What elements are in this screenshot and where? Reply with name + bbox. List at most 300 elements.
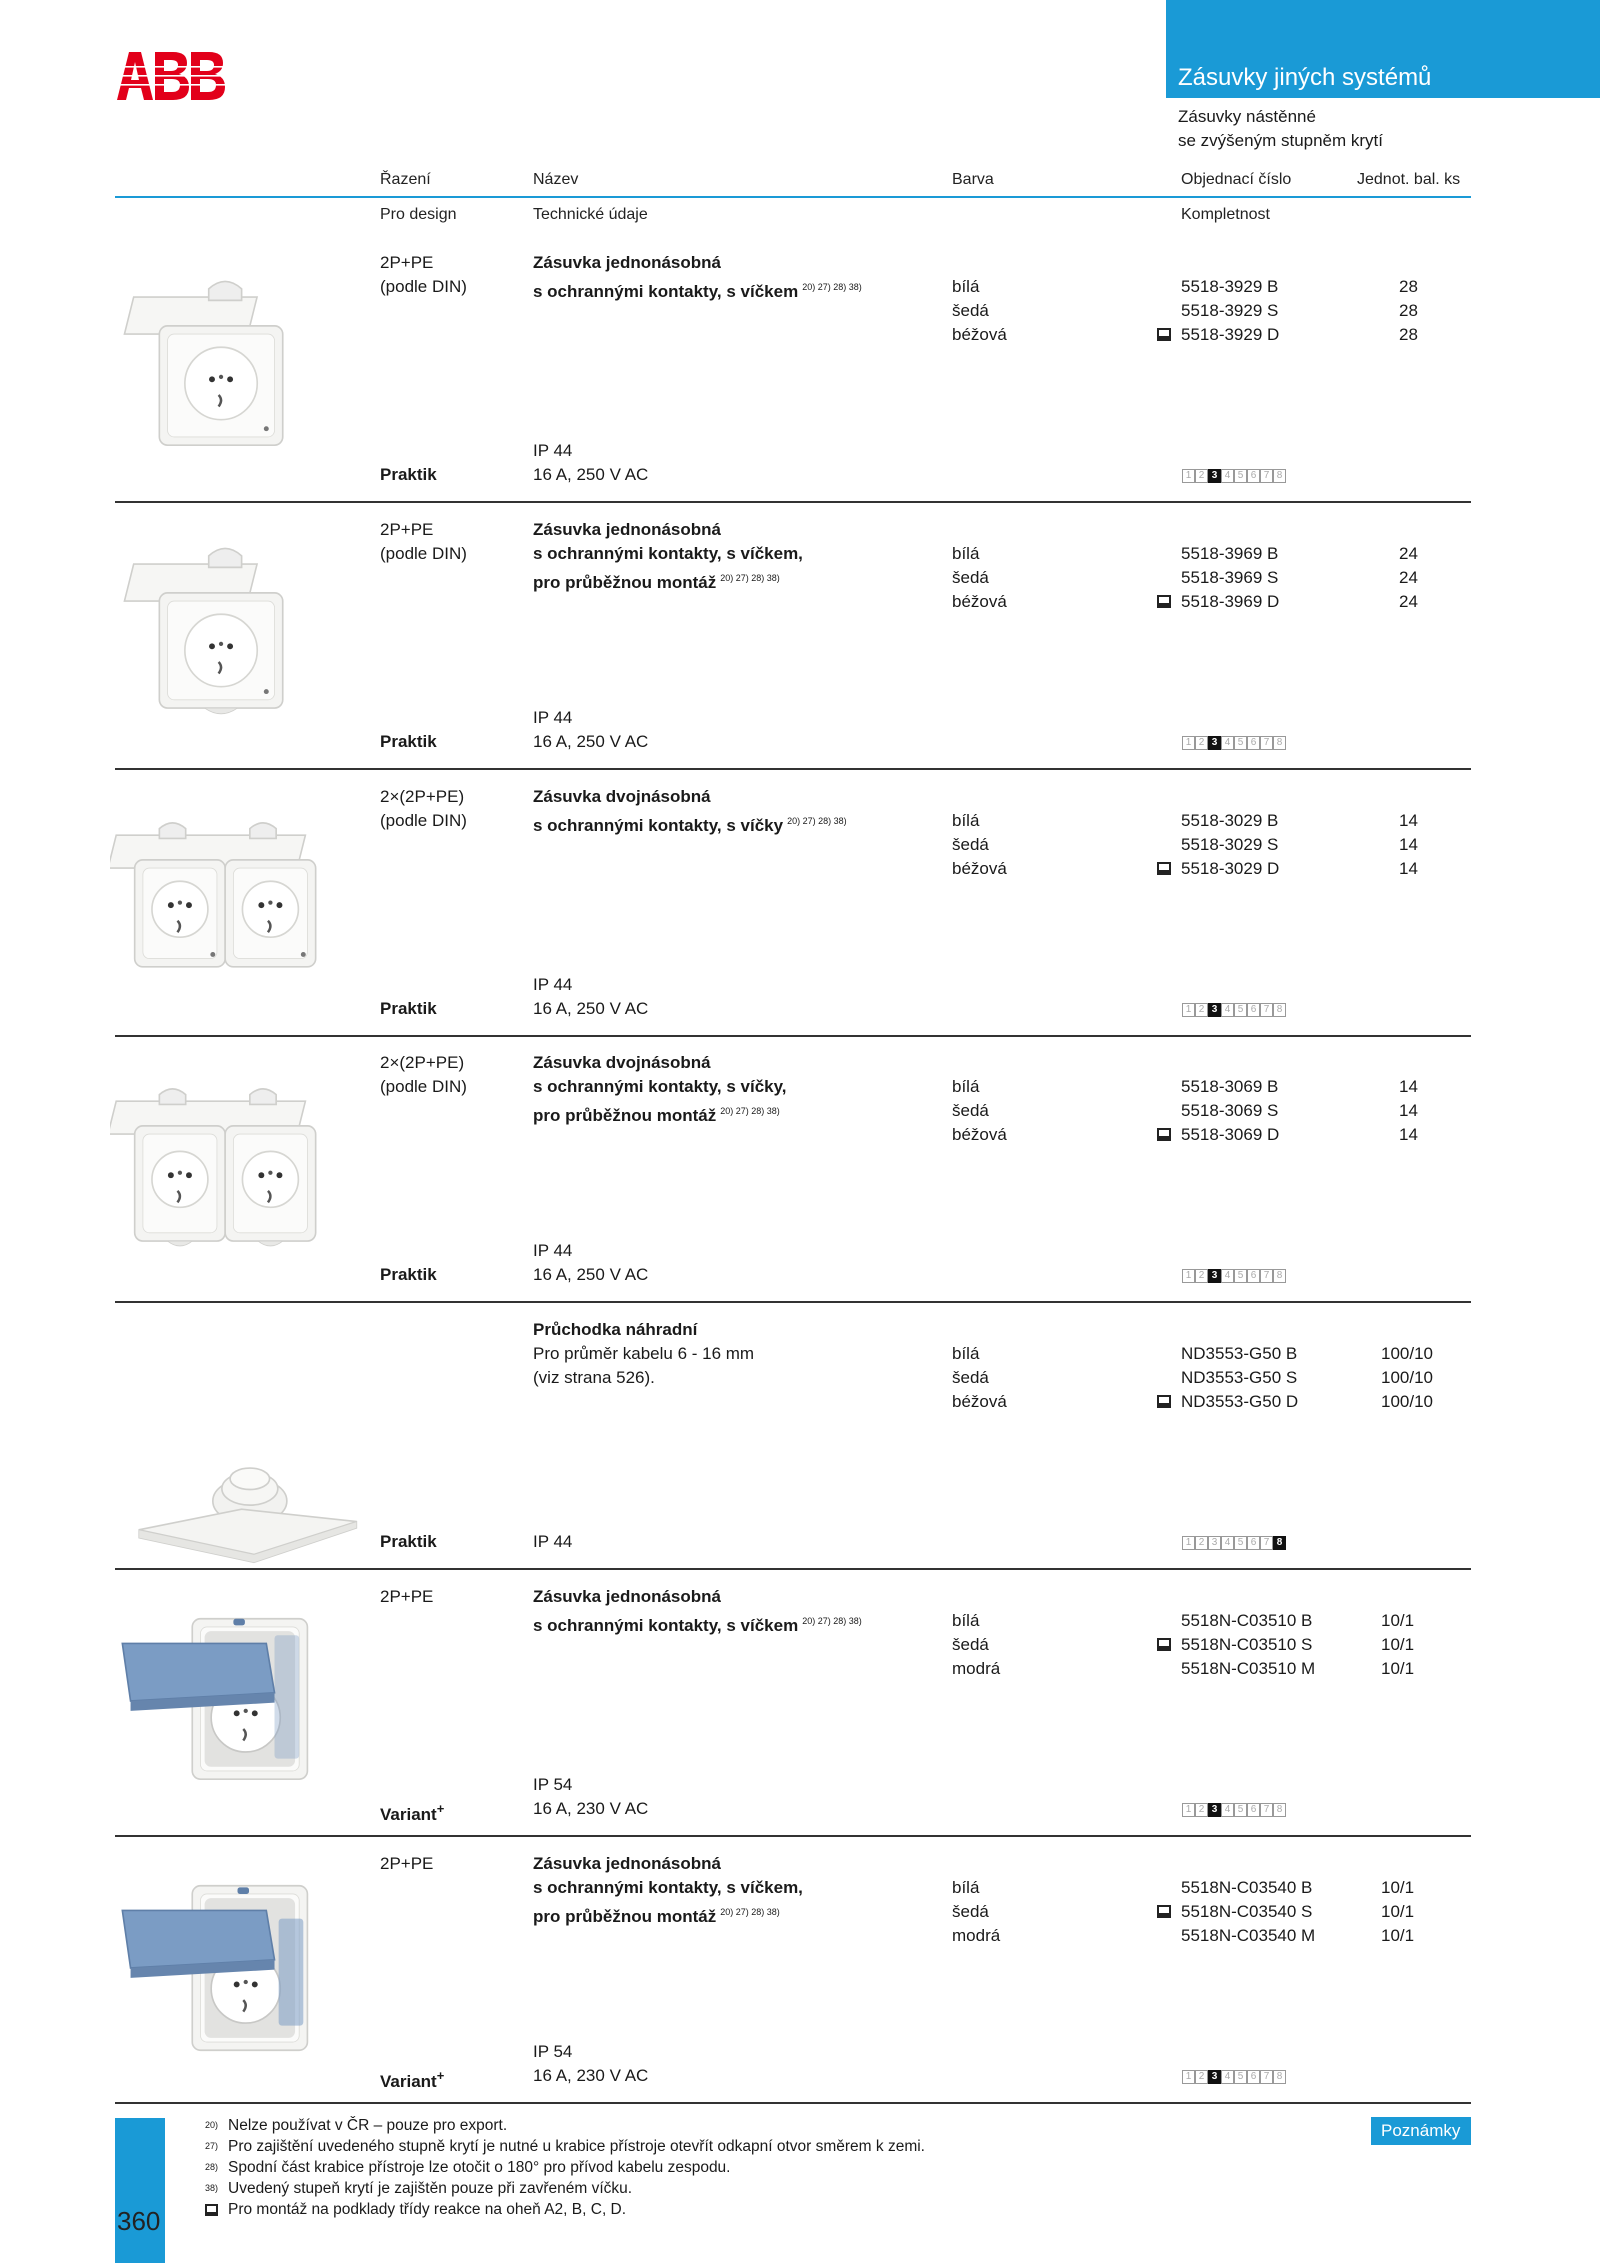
footnote-refs: 20) 27) 28) 38) bbox=[720, 572, 780, 583]
order-code-text: 5518N-C03510 B bbox=[1181, 1611, 1313, 1630]
order-code-text: 5518N-C03540 B bbox=[1181, 1877, 1313, 1897]
completeness-step: 6 bbox=[1247, 469, 1260, 483]
completeness-scale bbox=[1182, 736, 1286, 750]
electrical-rating: 16 A, 250 V AC bbox=[533, 998, 649, 1018]
completeness-step: 8 bbox=[1273, 1003, 1286, 1017]
order-code bbox=[1181, 566, 1279, 590]
order-code-list bbox=[1181, 1075, 1279, 1147]
pack-qty: 10/1 bbox=[1381, 1925, 1415, 1945]
footnote bbox=[205, 2157, 925, 2178]
name-text: pro průběžnou montáž bbox=[533, 572, 717, 592]
order-code bbox=[1181, 809, 1279, 833]
product-name-line2 bbox=[533, 275, 862, 304]
completeness-step: 1 bbox=[1182, 2070, 1195, 2084]
completeness-step: 4 bbox=[1221, 1803, 1234, 1817]
completeness-step: 8 bbox=[1273, 469, 1286, 483]
protection-rating: IP 54 bbox=[533, 1775, 573, 1794]
fire-class-icon bbox=[1157, 1395, 1171, 1408]
completeness-step: 4 bbox=[1221, 1269, 1234, 1283]
order-code bbox=[1181, 1609, 1315, 1633]
product-name: Zásuvka dvojnásobná bbox=[533, 1053, 711, 1073]
completeness-scale bbox=[1182, 1003, 1286, 1017]
razeni-detail: (podle DIN) bbox=[380, 1077, 467, 1097]
footnote-refs: 20) 27) 28) 38) bbox=[802, 1616, 862, 1626]
pack-qty: 100/10 bbox=[1381, 1368, 1433, 1388]
completeness-step: 8 bbox=[1273, 2070, 1286, 2084]
category-subtitle bbox=[1178, 105, 1383, 153]
color-name: modrá bbox=[952, 1925, 1001, 1945]
completeness-step: 6 bbox=[1247, 736, 1260, 750]
product-row bbox=[0, 1037, 1600, 1303]
pack-qty: 14 bbox=[1399, 858, 1418, 878]
completeness-step: 7 bbox=[1260, 1803, 1273, 1817]
order-code-text: 5518-3929 S bbox=[1181, 301, 1279, 320]
completeness-step: 2 bbox=[1195, 1003, 1208, 1017]
completeness-step: 1 bbox=[1182, 1536, 1195, 1550]
order-code-list bbox=[1181, 1342, 1298, 1414]
color-name: béžová bbox=[952, 325, 1007, 344]
product-name-line2 bbox=[533, 1876, 803, 1900]
pack-qty: 10/1 bbox=[1381, 1877, 1415, 1897]
col-tech: Technické údaje bbox=[533, 206, 648, 223]
product-name: Zásuvka jednonásobná bbox=[533, 519, 721, 539]
completeness-step: 6 bbox=[1247, 1269, 1260, 1283]
row-separator bbox=[115, 2102, 1471, 2104]
fire-class-icon bbox=[1157, 1905, 1171, 1918]
razeni-detail: (podle DIN) bbox=[380, 543, 467, 563]
order-code bbox=[1181, 1342, 1298, 1366]
fire-class-icon bbox=[1157, 595, 1171, 608]
order-code bbox=[1181, 857, 1279, 881]
electrical-rating: 16 A, 230 V AC bbox=[533, 1799, 649, 1818]
footnote bbox=[205, 2136, 925, 2157]
order-code-text: 5518-3929 B bbox=[1181, 277, 1279, 296]
design-line bbox=[380, 730, 437, 754]
completeness-step: 5 bbox=[1234, 1269, 1247, 1283]
pack-qty: 100/10 bbox=[1381, 1344, 1433, 1364]
product-name-line2 bbox=[533, 809, 847, 838]
footnote-mark: 38) bbox=[205, 2183, 219, 2193]
order-code-text: ND3553-G50 D bbox=[1181, 1392, 1299, 1412]
color-name: šedá bbox=[952, 567, 989, 587]
completeness-step: 4 bbox=[1221, 736, 1234, 750]
completeness-step: 7 bbox=[1260, 736, 1273, 750]
completeness-step: 5 bbox=[1234, 469, 1247, 483]
name-text: pro průběžnou montáž bbox=[533, 1906, 717, 1926]
completeness-step: 2 bbox=[1195, 1536, 1208, 1550]
col-design: Pro design bbox=[380, 206, 457, 223]
razeni-detail: (podle DIN) bbox=[380, 810, 467, 830]
completeness-step: 7 bbox=[1260, 1536, 1273, 1550]
order-code bbox=[1181, 275, 1279, 299]
pack-qty-list bbox=[1399, 275, 1418, 347]
order-code-text: ND3553-G50 B bbox=[1181, 1344, 1298, 1364]
pack-qty: 14 bbox=[1399, 1077, 1418, 1097]
name-text: s ochrannými kontakty, s víčky bbox=[533, 815, 784, 835]
order-code bbox=[1181, 590, 1279, 614]
pack-qty: 14 bbox=[1399, 1125, 1418, 1145]
color-name: bílá bbox=[952, 277, 980, 296]
color-name: béžová bbox=[952, 591, 1007, 611]
design-name: Variant bbox=[380, 2071, 437, 2091]
color-name: bílá bbox=[952, 1877, 980, 1897]
category-title: Zásuvky jiných systémů bbox=[1178, 64, 1432, 91]
color-list bbox=[952, 1876, 1000, 1948]
completeness-step: 5 bbox=[1234, 736, 1247, 750]
footnote bbox=[205, 2115, 925, 2136]
name-text: s ochrannými kontakty, s víčkem, bbox=[533, 543, 803, 563]
order-code bbox=[1181, 1075, 1279, 1099]
completeness-step: 4 bbox=[1221, 2070, 1234, 2084]
razeni: 2P+PE bbox=[380, 1587, 434, 1606]
footnote-text: Pro montáž na podklady třídy reakce na oheň A2, B, C, D. bbox=[228, 2201, 627, 2218]
pack-qty: 14 bbox=[1399, 1101, 1418, 1121]
protection-rating: IP 44 bbox=[533, 441, 573, 460]
design-name: Variant bbox=[380, 1805, 437, 1824]
footnote-refs: 20) 27) 28) 38) bbox=[802, 282, 862, 292]
order-code-text: 5518N-C03540 M bbox=[1181, 1925, 1316, 1945]
pack-qty-list bbox=[1381, 1609, 1414, 1681]
order-code-list bbox=[1181, 275, 1279, 347]
completeness-step: 1 bbox=[1182, 736, 1195, 750]
order-code bbox=[1181, 833, 1279, 857]
completeness-step: 6 bbox=[1247, 2070, 1260, 2084]
pack-qty: 10/1 bbox=[1381, 1659, 1415, 1678]
completeness-step: 7 bbox=[1260, 1269, 1273, 1283]
color-name: bílá bbox=[952, 1077, 980, 1097]
order-code-text: ND3553-G50 S bbox=[1181, 1368, 1298, 1388]
design-name: Praktik bbox=[380, 1532, 437, 1552]
single-socket-white-icon bbox=[110, 247, 365, 487]
design-line bbox=[380, 1797, 444, 1827]
completeness-step: 6 bbox=[1247, 1003, 1260, 1017]
completeness-scale bbox=[1182, 1803, 1286, 1817]
pack-qty-list bbox=[1381, 1342, 1433, 1414]
color-name: bílá bbox=[952, 1611, 980, 1630]
footnote bbox=[205, 2178, 925, 2199]
completeness-step: 8 bbox=[1273, 1269, 1286, 1283]
protection-rating: IP 44 bbox=[533, 707, 573, 727]
pack-qty: 10/1 bbox=[1381, 1611, 1415, 1630]
footnote-mark: 27) bbox=[205, 2141, 219, 2151]
order-code-list bbox=[1181, 542, 1279, 614]
col-jednot: Jednot. bal. ks bbox=[1357, 171, 1461, 188]
pack-qty-list bbox=[1399, 542, 1418, 614]
design-line bbox=[380, 1530, 437, 1554]
order-code bbox=[1181, 1390, 1298, 1414]
color-name: šedá bbox=[952, 1101, 989, 1121]
name-text: s ochrannými kontakty, s víčkem bbox=[533, 1616, 799, 1635]
design-plus-mark: + bbox=[436, 2067, 445, 2083]
design-name: Praktik bbox=[380, 465, 437, 484]
product-name: Zásuvka jednonásobná bbox=[533, 1587, 721, 1606]
pack-qty: 24 bbox=[1399, 567, 1418, 587]
pack-qty: 28 bbox=[1399, 301, 1418, 320]
design-name: Praktik bbox=[380, 1265, 437, 1285]
order-code bbox=[1181, 1900, 1315, 1924]
completeness-step: 5 bbox=[1234, 1536, 1247, 1550]
order-code bbox=[1181, 1366, 1298, 1390]
order-code bbox=[1181, 1924, 1315, 1948]
color-list bbox=[952, 542, 1007, 614]
order-code-list bbox=[1181, 809, 1279, 881]
color-name: modrá bbox=[952, 1659, 1001, 1678]
order-code-list bbox=[1181, 1876, 1315, 1948]
row-separator bbox=[115, 768, 1471, 770]
product-name-line3 bbox=[533, 1099, 780, 1128]
completeness-step: 2 bbox=[1195, 469, 1208, 483]
order-code-text: 5518-3069 S bbox=[1181, 1101, 1279, 1121]
col-cislo: Objednací číslo bbox=[1181, 171, 1292, 188]
completeness-step: 2 bbox=[1195, 2070, 1208, 2084]
design-line bbox=[380, 997, 437, 1021]
notes-label: Poznámky bbox=[1381, 2121, 1461, 2140]
product-name: Průchodka náhradní bbox=[533, 1320, 698, 1340]
order-code bbox=[1181, 1633, 1315, 1657]
footnote-text: Pro zajištění uvedeného stupně krytí je nutné u krabice přístroje otevřít odkapní otvor směrem k zemi. bbox=[228, 2138, 925, 2155]
order-code bbox=[1181, 1123, 1279, 1147]
color-name: béžová bbox=[952, 858, 1007, 878]
cable-grommet-icon bbox=[110, 1344, 365, 1584]
design-plus-mark: + bbox=[436, 1801, 445, 1816]
completeness-step: 2 bbox=[1195, 1269, 1208, 1283]
completeness-step: 1 bbox=[1182, 1269, 1195, 1283]
subtitle-line1: Zásuvky nástěnné bbox=[1178, 107, 1316, 126]
electrical-rating: IP 44 bbox=[533, 1532, 573, 1552]
completeness-step: 5 bbox=[1234, 1803, 1247, 1817]
completeness-step: 8 bbox=[1273, 1803, 1286, 1817]
col-komplet: Kompletnost bbox=[1181, 206, 1270, 223]
pack-qty-list bbox=[1399, 1075, 1418, 1147]
color-list bbox=[952, 1342, 1007, 1414]
order-code bbox=[1181, 299, 1279, 323]
order-code-text: 5518-3969 D bbox=[1181, 591, 1280, 611]
footnotes bbox=[205, 2115, 925, 2220]
double-socket-white-icon bbox=[110, 781, 365, 1021]
order-code-list bbox=[1181, 1609, 1315, 1681]
page-number: 360 bbox=[117, 2206, 161, 2236]
completeness-step: 6 bbox=[1247, 1803, 1260, 1817]
design-line bbox=[380, 463, 437, 487]
pack-qty: 100/10 bbox=[1381, 1392, 1433, 1412]
color-name: šedá bbox=[952, 1901, 989, 1921]
fire-class-icon bbox=[1157, 1128, 1171, 1141]
design-name: Praktik bbox=[380, 731, 437, 751]
completeness-step: 2 bbox=[1195, 736, 1208, 750]
order-code-text: 5518-3969 B bbox=[1181, 543, 1279, 563]
completeness-step: 1 bbox=[1182, 469, 1195, 483]
order-code bbox=[1181, 323, 1279, 347]
color-name: béžová bbox=[952, 1125, 1007, 1145]
order-code-text: 5518N-C03510 M bbox=[1181, 1659, 1316, 1678]
footnote-mark: 28) bbox=[205, 2162, 219, 2172]
color-list bbox=[952, 275, 1007, 347]
color-list bbox=[952, 809, 1007, 881]
fire-class-icon bbox=[1157, 328, 1171, 341]
order-code bbox=[1181, 1099, 1279, 1123]
completeness-step: 3 bbox=[1208, 1803, 1221, 1817]
product-name-line2 bbox=[533, 1609, 862, 1638]
product-description-ref: (viz strana 526). bbox=[533, 1368, 655, 1388]
page-number-bar bbox=[115, 2118, 165, 2263]
col-razeni: Řazení bbox=[380, 171, 431, 188]
design-line bbox=[380, 1263, 437, 1287]
completeness-step: 6 bbox=[1247, 1536, 1260, 1550]
completeness-scale bbox=[1182, 1536, 1286, 1550]
subtitle-line2: se zvýšeným stupněm krytí bbox=[1178, 131, 1384, 150]
completeness-step: 4 bbox=[1221, 1003, 1234, 1017]
razeni-detail: (podle DIN) bbox=[380, 277, 467, 296]
razeni: 2P+PE bbox=[380, 1853, 434, 1873]
header-rule bbox=[115, 196, 1471, 198]
product-row bbox=[0, 1571, 1600, 1837]
col-barva: Barva bbox=[952, 171, 994, 188]
pack-qty: 28 bbox=[1399, 277, 1418, 296]
completeness-step: 2 bbox=[1195, 1803, 1208, 1817]
row-separator bbox=[115, 1835, 1471, 1837]
completeness-step: 5 bbox=[1234, 2070, 1247, 2084]
pack-qty-list bbox=[1381, 1876, 1414, 1948]
completeness-step: 3 bbox=[1208, 2070, 1221, 2084]
abb-logo bbox=[115, 50, 225, 102]
color-name: šedá bbox=[952, 301, 989, 320]
product-row bbox=[0, 237, 1600, 503]
fire-class-icon bbox=[1157, 1638, 1171, 1651]
product-row bbox=[0, 504, 1600, 770]
color-name: šedá bbox=[952, 834, 989, 854]
protection-rating: IP 44 bbox=[533, 1241, 573, 1261]
protection-rating: IP 44 bbox=[533, 974, 573, 994]
color-list bbox=[952, 1075, 1007, 1147]
color-name: béžová bbox=[952, 1392, 1007, 1412]
product-row bbox=[0, 1838, 1600, 2104]
order-code-text: 5518-3069 D bbox=[1181, 1125, 1280, 1145]
footnote-refs: 20) 27) 28) 38) bbox=[720, 1906, 780, 1917]
completeness-step: 8 bbox=[1273, 1536, 1286, 1550]
completeness-step: 5 bbox=[1234, 1003, 1247, 1017]
color-name: šedá bbox=[952, 1368, 989, 1388]
completeness-step: 7 bbox=[1260, 2070, 1273, 2084]
product-name-line3 bbox=[533, 1900, 780, 1929]
product-name-line2 bbox=[533, 1075, 787, 1099]
electrical-rating: 16 A, 250 V AC bbox=[533, 1265, 649, 1285]
order-code-text: 5518-3069 B bbox=[1181, 1077, 1279, 1097]
pack-qty: 10/1 bbox=[1381, 1635, 1415, 1654]
row-separator bbox=[115, 1568, 1471, 1570]
completeness-step: 3 bbox=[1208, 736, 1221, 750]
single-socket-blue-lid-through-icon bbox=[110, 1848, 365, 2088]
completeness-step: 1 bbox=[1182, 1003, 1195, 1017]
pack-qty: 14 bbox=[1399, 834, 1418, 854]
single-socket-blue-lid-icon bbox=[110, 1581, 365, 1821]
row-separator bbox=[115, 1301, 1471, 1303]
footnote-refs: 20) 27) 28) 38) bbox=[787, 815, 847, 826]
footnote bbox=[205, 2199, 925, 2220]
protection-rating: IP 54 bbox=[533, 2041, 573, 2061]
completeness-step: 7 bbox=[1260, 469, 1273, 483]
razeni: 2×(2P+PE) bbox=[380, 1053, 465, 1073]
name-text: s ochrannými kontakty, s víčkem bbox=[533, 282, 799, 301]
pack-qty: 28 bbox=[1399, 325, 1418, 344]
footnote-mark: 20) bbox=[205, 2120, 219, 2130]
color-list bbox=[952, 1609, 1000, 1681]
pack-qty: 24 bbox=[1399, 591, 1418, 611]
product-name-line3 bbox=[533, 566, 780, 595]
order-code-text: 5518N-C03510 S bbox=[1181, 1635, 1313, 1654]
completeness-step: 3 bbox=[1208, 1536, 1221, 1550]
completeness-step: 3 bbox=[1208, 1269, 1221, 1283]
completeness-step: 3 bbox=[1208, 1003, 1221, 1017]
col-nazev: Název bbox=[533, 171, 579, 188]
pack-qty-list bbox=[1399, 809, 1418, 881]
product-row bbox=[0, 1304, 1600, 1570]
completeness-step: 3 bbox=[1208, 469, 1221, 483]
fire-class-icon bbox=[1157, 862, 1171, 875]
row-separator bbox=[115, 1035, 1471, 1037]
name-text: pro průběžnou montáž bbox=[533, 1106, 717, 1126]
electrical-rating: 16 A, 250 V AC bbox=[533, 731, 649, 751]
product-row bbox=[0, 771, 1600, 1037]
order-code-text: 5518-3969 S bbox=[1181, 567, 1279, 587]
completeness-scale bbox=[1182, 469, 1286, 483]
color-name: bílá bbox=[952, 810, 980, 830]
order-code-text: 5518-3029 B bbox=[1181, 810, 1279, 830]
fire-class-icon bbox=[205, 2204, 218, 2216]
pack-qty: 10/1 bbox=[1381, 1901, 1415, 1921]
product-name: Zásuvka jednonásobná bbox=[533, 253, 721, 272]
razeni: 2P+PE bbox=[380, 519, 434, 539]
completeness-scale bbox=[1182, 2070, 1286, 2084]
single-socket-white-through-icon bbox=[110, 514, 365, 754]
completeness-step: 4 bbox=[1221, 469, 1234, 483]
pack-qty: 24 bbox=[1399, 543, 1418, 563]
order-code-text: 5518-3029 D bbox=[1181, 858, 1280, 878]
electrical-rating: 16 A, 230 V AC bbox=[533, 2065, 649, 2085]
razeni: 2P+PE bbox=[380, 253, 434, 272]
footnote-refs: 20) 27) 28) 38) bbox=[720, 1106, 780, 1117]
double-socket-white-through-icon bbox=[110, 1047, 365, 1287]
name-text: s ochrannými kontakty, s víčky, bbox=[533, 1077, 787, 1097]
footnote-text: Spodní část krabice přístroje lze otočit o 180° pro přívod kabelu zespodu. bbox=[228, 2159, 731, 2176]
razeni: 2×(2P+PE) bbox=[380, 786, 465, 806]
product-name-line2 bbox=[533, 542, 803, 566]
electrical-rating: 16 A, 250 V AC bbox=[533, 465, 649, 484]
footnote-text: Nelze používat v ČR – pouze pro export. bbox=[228, 2117, 508, 2134]
color-name: bílá bbox=[952, 1344, 980, 1364]
order-code-text: 5518-3929 D bbox=[1181, 325, 1280, 344]
design-line bbox=[380, 2064, 444, 2094]
completeness-step: 1 bbox=[1182, 1803, 1195, 1817]
product-description: Pro průměr kabelu 6 - 16 mm bbox=[533, 1344, 755, 1364]
product-name: Zásuvka jednonásobná bbox=[533, 1853, 721, 1873]
product-name: Zásuvka dvojnásobná bbox=[533, 786, 711, 806]
order-code bbox=[1181, 1876, 1315, 1900]
design-name: Praktik bbox=[380, 998, 437, 1018]
order-code bbox=[1181, 1657, 1315, 1681]
name-text: s ochrannými kontakty, s víčkem, bbox=[533, 1877, 803, 1897]
completeness-step: 4 bbox=[1221, 1536, 1234, 1550]
row-separator bbox=[115, 501, 1471, 503]
order-code bbox=[1181, 542, 1279, 566]
completeness-scale bbox=[1182, 1269, 1286, 1283]
order-code-text: 5518N-C03540 S bbox=[1181, 1901, 1313, 1921]
completeness-step: 8 bbox=[1273, 736, 1286, 750]
pack-qty: 14 bbox=[1399, 810, 1418, 830]
color-name: šedá bbox=[952, 1635, 989, 1654]
order-code-text: 5518-3029 S bbox=[1181, 834, 1279, 854]
footnote-text: Uvedený stupeň krytí je zajištěn pouze při zavřeném víčku. bbox=[228, 2180, 633, 2197]
color-name: bílá bbox=[952, 543, 980, 563]
